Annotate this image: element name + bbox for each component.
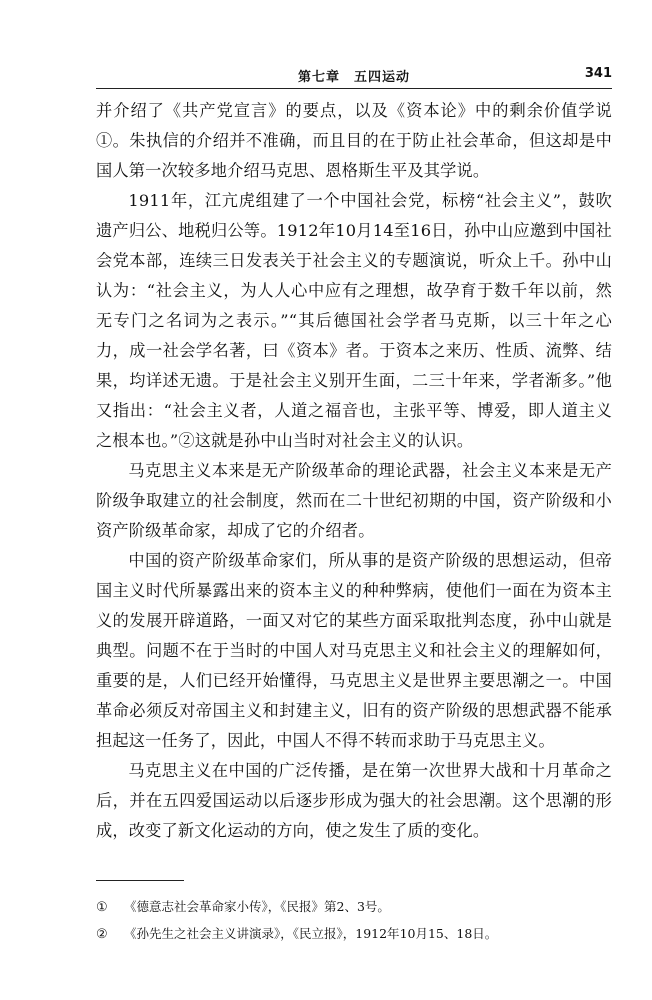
paragraph-4: 中国的资产阶级革命家们，所从事的是资产阶级的思想运动，但帝国主义时代所暴露出来的资本主义的种种弊病，使他们一面在为资本主义的发展开辟道路，一面又对它的某些方面采取批判态度，孙中山就是典型。问题不在于当时的中国人对马克思主义和社会主义的理解如何，重要的是，人们已经开始懂得，马克思主义是世界主要思潮之一。中国革命必须反对帝国主义和封建主义，旧有的资产阶级的思想武器不能承担起这一任务了，因此，中国人不得不转而求助于马克思主义。 [96, 551, 612, 750]
chapter-title: 第七章 五四运动 [297, 70, 410, 85]
paragraph-5: 马克思主义在中国的广泛传播，是在第一次世界大战和十月革命之后，并在五四爱国运动以后逐步形成为强大的社会思潮。这个思潮的形成，改变了新文化运动的方向，使之发生了质的变化。 [96, 761, 612, 840]
footnote-mark: ② [96, 927, 108, 942]
paragraph-1: 并介绍了《共产党宣言》的要点，以及《资本论》中的剩余价值学说①。朱执信的介绍并不准确，而且目的在于防止社会革命，但这却是中国人第一次较多地介绍马克思、恩格斯生平及其学说。 [96, 101, 612, 180]
running-head [96, 62, 612, 84]
paragraph-3: 马克思主义本来是无产阶级革命的理论武器，社会主义本来是无产阶级争取建立的社会制度，然而在二十世纪初期的中国，资产阶级和小资产阶级革命家，却成了它的介绍者。 [96, 461, 612, 540]
body-text [96, 96, 612, 846]
footnote-2 [96, 923, 612, 946]
page-number: 341 [584, 66, 612, 81]
footnote-mark: ① [96, 900, 108, 915]
footnote-text: 《孙先生之社会主义讲演录》，《民立报》，1912年10月15、18日。 [124, 926, 498, 941]
footnote-1 [96, 896, 612, 919]
footnote-rule [96, 880, 184, 881]
footnote-text: 《德意志社会革命家小传》，《民报》第2、3号。 [124, 899, 390, 914]
header-rule [96, 88, 612, 89]
paragraph-2: 1911年，江亢虎组建了一个中国社会党，标榜“社会主义”，鼓吹遗产归公、地税归公等。1912年10月14至16日，孙中山应邀到中国社会党本部，连续三日发表关于社会主义的专题演说，听众上千。孙中山认为：“社会主义，为人人心中应有之理想，故孕育于数千年以前，然无专门之名词为之表示。”“其后德国社会学者马克斯，以三十年之心力，成一社会学名著，曰《资本》者。于资本之来历、性质、流弊、结果，均详述无遗。于是社会主义别开生面，二三十年来，学者渐多。”他又指出：“社会主义者，人道之福音也，主张平等、博爱，即人道主义之根本也。”②这就是孙中山当时对社会主义的认识。 [96, 191, 612, 450]
footnotes [96, 896, 612, 950]
